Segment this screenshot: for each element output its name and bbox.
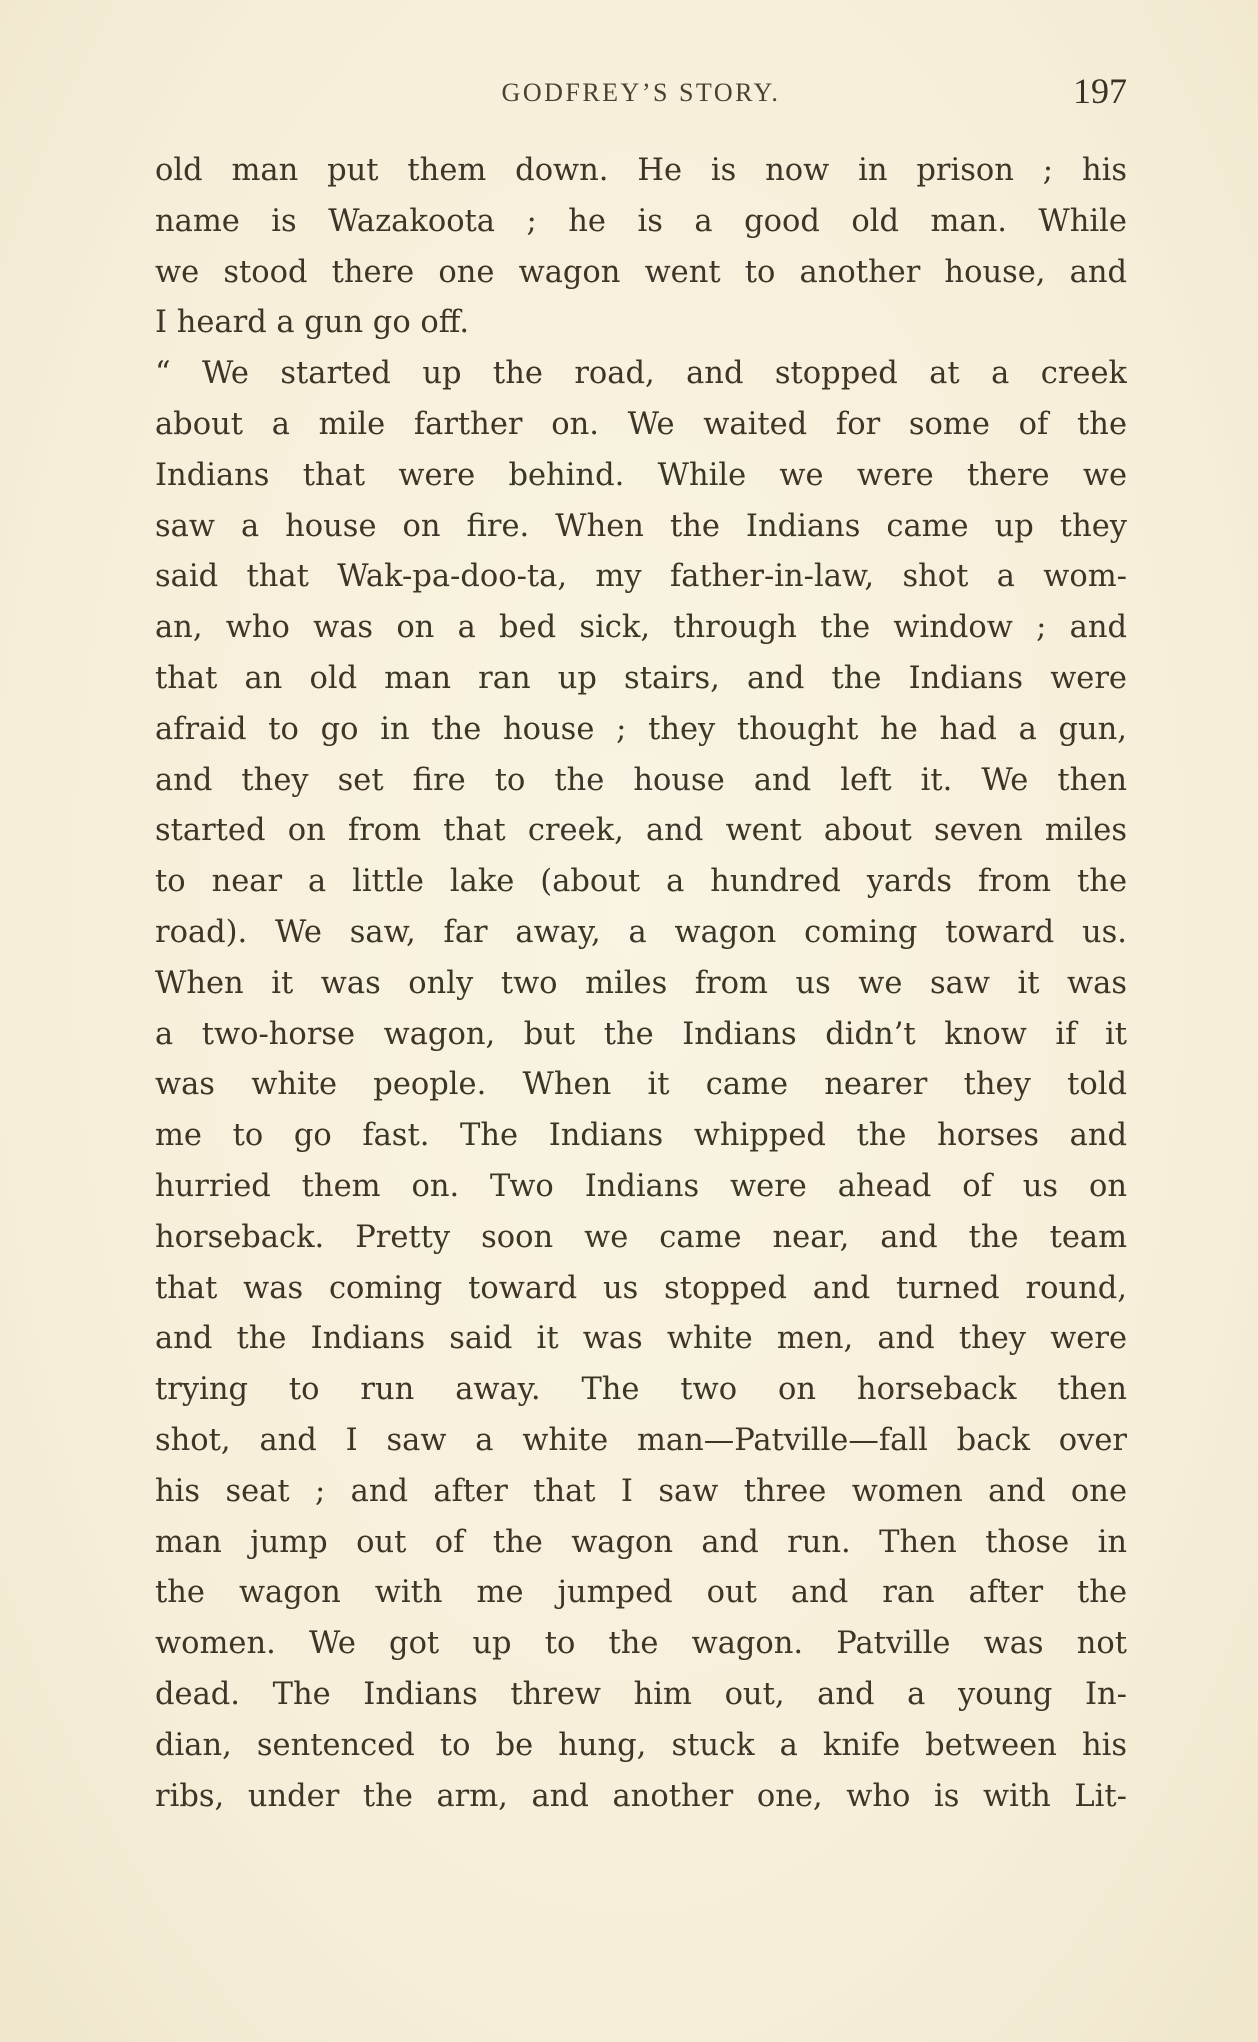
text-line: and they set fire to the house and left it. We then bbox=[155, 762, 1127, 798]
text-line: When it was only two miles from us we saw it was bbox=[155, 965, 1127, 1001]
text-line: afraid to go in the house ; they thought he had a gun, bbox=[155, 711, 1127, 747]
text-line: that an old man ran up stairs, and the Indians were bbox=[155, 660, 1127, 696]
text-line: a two-horse wagon, but the Indians didn’t know if it bbox=[155, 1016, 1127, 1052]
text-line: ribs, under the arm, and another one, who is with Lit- bbox=[155, 1778, 1127, 1814]
text-line: saw a house on fire. When the Indians came up they bbox=[155, 508, 1127, 544]
text-line: name is Wazakoota ; he is a good old man. While bbox=[155, 203, 1127, 239]
text-line: trying to run away. The two on horseback then bbox=[155, 1372, 1127, 1408]
text-line: women. We got up to the wagon. Patville was not bbox=[155, 1626, 1127, 1662]
text-line: man jump out of the wagon and run. Then those in bbox=[155, 1524, 1127, 1560]
text-line: that was coming toward us stopped and turned round, bbox=[155, 1270, 1127, 1306]
text-line: an, who was on a bed sick, through the window ; and bbox=[155, 610, 1127, 646]
text-line: shot, and I saw a white man—Patville—fall back over bbox=[155, 1422, 1127, 1458]
text-line: said that Wak-pa-doo-ta, my father-in-law, shot a wom- bbox=[155, 559, 1127, 595]
text-line: dead. The Indians threw him out, and a young In- bbox=[155, 1676, 1127, 1712]
text-line: and the Indians said it was white men, and they were bbox=[155, 1321, 1127, 1357]
text-line: started on from that creek, and went about seven miles bbox=[155, 813, 1127, 849]
text-line: the wagon with me jumped out and ran after the bbox=[155, 1575, 1127, 1611]
text-line: “ We started up the road, and stopped at a creek bbox=[155, 356, 1127, 392]
text-line: horseback. Pretty soon we came near, and the team bbox=[155, 1219, 1127, 1255]
text-line: was white people. When it came nearer they told bbox=[155, 1067, 1127, 1103]
text-line: I heard a gun go off. bbox=[155, 305, 470, 341]
running-head: GODFREY’S STORY. bbox=[501, 78, 781, 107]
text-line: old man put them down. He is now in prison ; his bbox=[155, 153, 1127, 188]
text-line: hurried them on. Two Indians were ahead of us on bbox=[155, 1168, 1127, 1204]
text-line: about a mile farther on. We waited for some of the bbox=[155, 406, 1127, 442]
text-line: me to go fast. The Indians whipped the horses and bbox=[155, 1118, 1127, 1154]
page-header bbox=[155, 70, 1127, 120]
text-line: Indians that were behind. While we were there we bbox=[155, 457, 1127, 493]
text-line: his seat ; and after that I saw three women and one bbox=[155, 1473, 1127, 1509]
text-line: to near a little lake (about a hundred yards from the bbox=[155, 864, 1127, 900]
text-line: dian, sentenced to be hung, stuck a knife between his bbox=[155, 1727, 1127, 1763]
text-line: road). We saw, far away, a wagon coming toward us. bbox=[155, 914, 1127, 950]
body-text bbox=[155, 146, 1127, 1822]
text-line: we stood there one wagon went to another house, and bbox=[155, 254, 1127, 290]
page-number: 197 bbox=[1073, 71, 1127, 111]
